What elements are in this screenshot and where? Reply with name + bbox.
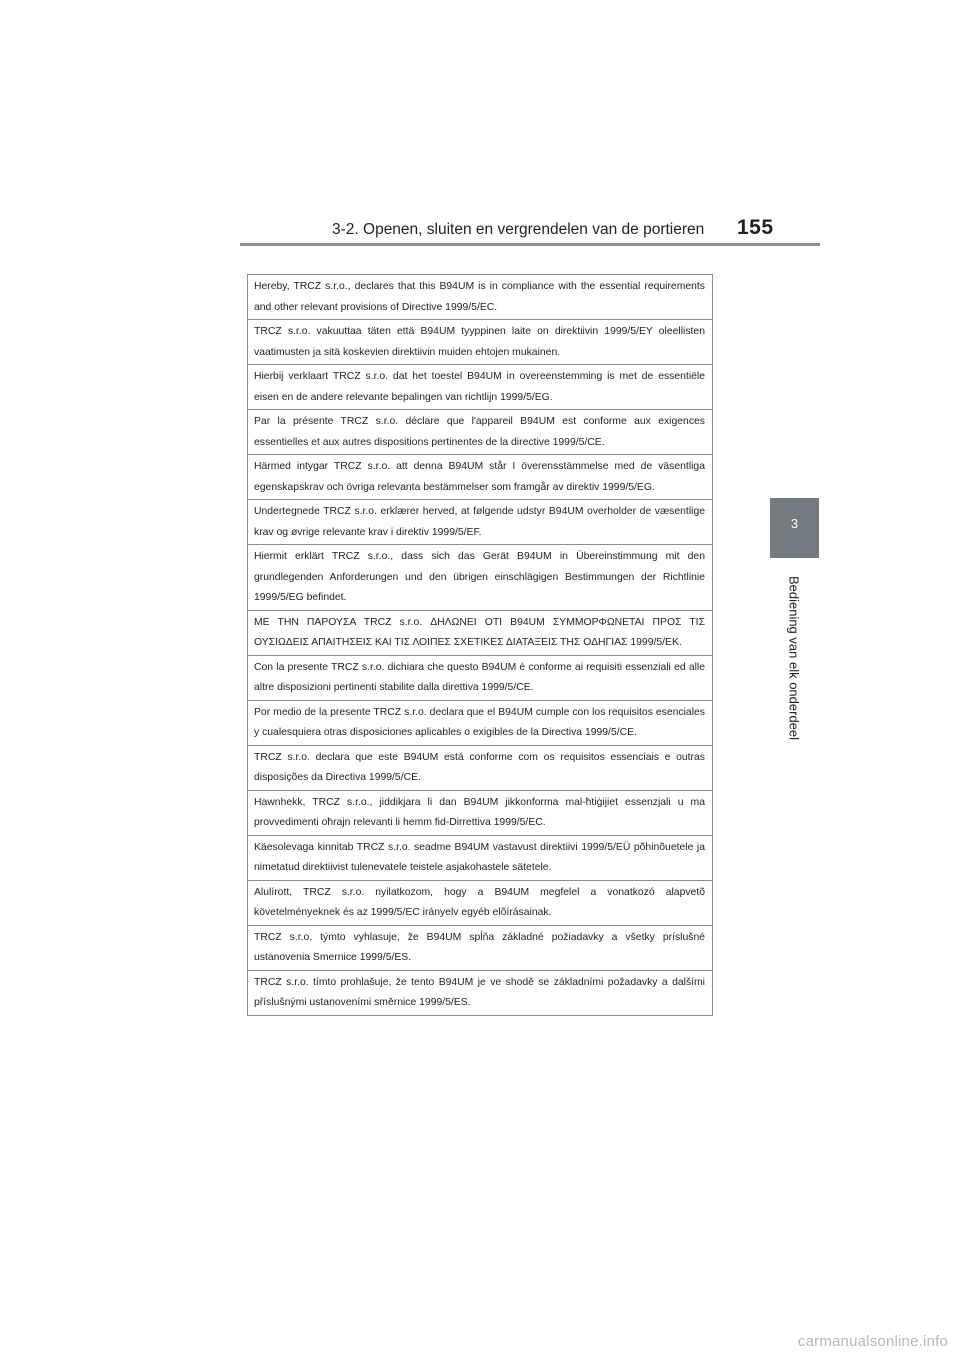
- declaration-row-es: [248, 700, 713, 745]
- chapter-number: 3: [790, 516, 799, 531]
- declaration-text: Alulírott, TRCZ s.r.o. nyilatkozom, hogy a B94UM megfelel a vonatkozó alapvetõ követelményeknek és az 1999/5/EC irányelv egyéb elõírásainak.: [248, 880, 713, 925]
- chapter-tab: [770, 498, 819, 558]
- declaration-text: Par la présente TRCZ s.r.o. déclare que l'appareil B94UM est conforme aux exigences essentielles et aux autres dispositions pertinentes de la directive 1999/5/CE.: [248, 410, 713, 455]
- section-title: 3-2. Openen, sluiten en vergrendelen van de portieren: [332, 221, 705, 238]
- declaration-row-el: [248, 610, 713, 655]
- declaration-text: TRCZ s.r.o. declara que este B94UM está conforme com os requisitos essenciais e outras disposições da Directiva 1999/5/CE.: [248, 745, 713, 790]
- declaration-row-nl: [248, 365, 713, 410]
- declaration-row-da: [248, 500, 713, 545]
- declaration-text: Käesolevaga kinnitab TRCZ s.r.o. seadme B94UM vastavust direktiivi 1999/5/EÜ põhinõuetele ja nimetatud direktiivist tulenevatele teistele asjakohastele sätetele.: [248, 835, 713, 880]
- declaration-row-sv: [248, 455, 713, 500]
- declaration-row-hu: [248, 880, 713, 925]
- declaration-row-et: [248, 835, 713, 880]
- declaration-row-it: [248, 655, 713, 700]
- declaration-row-fr: [248, 410, 713, 455]
- declaration-text: Undertegnede TRCZ s.r.o. erklærer herved, at følgende udstyr B94UM overholder de væsentlige krav og øvrige relevante krav i direktiv 1999/5/EF.: [248, 500, 713, 545]
- declaration-row-fi: [248, 320, 713, 365]
- declaration-text: Hereby, TRCZ s.r.o., declares that this B94UM is in compliance with the essential requirements and other relevant provisions of Directive 1999/5/EC.: [248, 275, 713, 320]
- declaration-text: TRCZ s.r.o. tímto prohlašuje, že tento B94UM je ve shodě se základními požadavky a dalšími příslušnými ustanoveními směrnice 1999/5/ES.: [248, 970, 713, 1015]
- page-header: [0, 0, 960, 250]
- declaration-row-en: [248, 275, 713, 320]
- declaration-text: Hierbij verklaart TRCZ s.r.o. dat het toestel B94UM in overeenstemming is met de essentiële eisen en de andere relevante bepalingen van richtlijn 1999/5/EG.: [248, 365, 713, 410]
- declaration-text: TRCZ s.r.o. vakuuttaa täten että B94UM tyyppinen laite on direktiivin 1999/5/EY oleellisten vaatimusten ja sitä koskevien direktiivin muiden ehtojen mukainen.: [248, 320, 713, 365]
- declaration-row-cs: [248, 970, 713, 1015]
- declaration-row-mt: [248, 790, 713, 835]
- declaration-row-sk: [248, 925, 713, 970]
- chapter-label: Bediening van elk onderdeel: [786, 575, 802, 741]
- watermark-logo: carmanualsonline.info: [797, 1333, 948, 1350]
- declaration-text: Härmed intygar TRCZ s.r.o. att denna B94UM står I överensstämmelse med de väsentliga egenskapskrav och övriga relevanta bestämmelser som framgår av direktiv 1999/5/EG.: [248, 455, 713, 500]
- declaration-text: Hiermit erklärt TRCZ s.r.o., dass sich das Gerät B94UM in Übereinstimmung mit den grundlegenden Anforderungen und den übrigen einschlägigen Bestimmungen der Richtlinie 1999/5/EG befindet.: [248, 545, 713, 611]
- declaration-row-de: [248, 545, 713, 611]
- page-number: 155: [737, 216, 774, 239]
- declaration-row-pt: [248, 745, 713, 790]
- declaration-table: [247, 274, 713, 1016]
- declaration-text: Con la presente TRCZ s.r.o. dichiara che questo B94UM è conforme ai requisiti essenziali ed alle altre disposizioni pertinenti stabilite dalla direttiva 1999/5/CE.: [248, 655, 713, 700]
- declaration-text: Hawnhekk, TRCZ s.r.o., jiddikjara li dan B94UM jikkonforma mal-ħtiġijiet essenzjali u ma provvedimenti oħrajn relevanti li hemm fid-Dirrettiva 1999/5/EC.: [248, 790, 713, 835]
- declaration-text: TRCZ s.r.o. týmto vyhlasuje, že B94UM spĺňa základné požiadavky a všetky príslušné ustanovenia Smernice 1999/5/ES.: [248, 925, 713, 970]
- declaration-text: Por medio de la presente TRCZ s.r.o. declara que el B94UM cumple con los requisitos esenciales y cualesquiera otras disposiciones aplicables o exigibles de la Directiva 1999/5/CE.: [248, 700, 713, 745]
- declaration-text: ΜΕ ΤΗΝ ΠΑΡΟΥΣΑ TRCZ s.r.o. ΔΗΛΩΝΕΙ ΟΤΙ B94UM ΣΥΜΜΟΡΦΩΝΕΤΑΙ ΠΡΟΣ ΤΙΣ ΟΥΣΙΩΔΕΙΣ ΑΠΑΙΤΗΣΕΙΣ ΚΑΙ ΤΙΣ ΛΟΙΠΕΣ ΣΧΕΤΙΚΕΣ ΔΙΑΤΑΞΕΙΣ ΤΗΣ ΟΔΗΓΙΑΣ 1999/5/ΕΚ.: [248, 610, 713, 655]
- header-rule: [240, 243, 820, 246]
